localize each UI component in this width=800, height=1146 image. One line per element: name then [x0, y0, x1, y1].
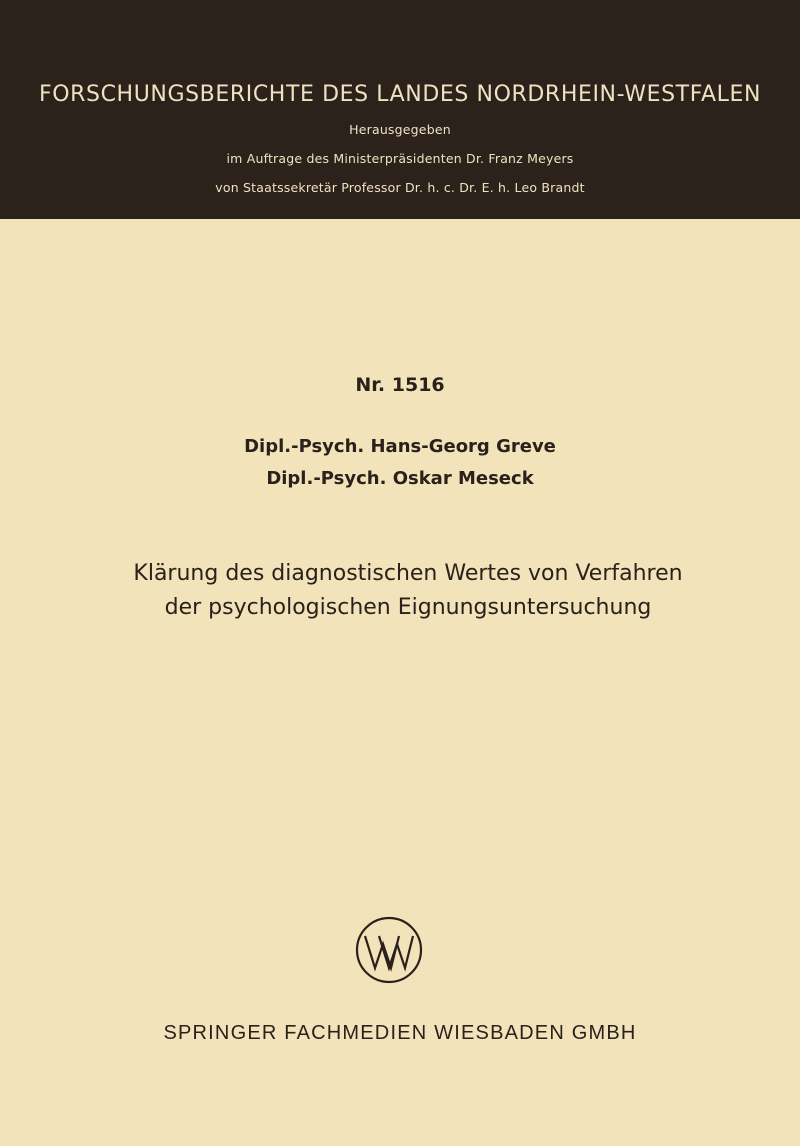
- editor-line-2: im Auftrage des Ministerpräsidenten Dr. Franz Meyers: [226, 151, 574, 166]
- author-2: Dipl.-Psych. Oskar Meseck: [266, 468, 534, 489]
- publisher-name: SPRINGER FACHMEDIEN WIESBADEN GMBH: [163, 1022, 637, 1044]
- editor-line-1: Herausgegeben: [349, 122, 451, 137]
- header-band: [0, 0, 800, 219]
- book-title-line-2: der psychologischen Eignungsuntersuchung: [164, 595, 652, 620]
- book-title-line-1: Klärung des diagnostischen Wertes von Verfahren: [133, 561, 683, 586]
- report-number: Nr. 1516: [355, 374, 445, 396]
- author-1: Dipl.-Psych. Hans-Georg Greve: [244, 436, 556, 457]
- series-title: FORSCHUNGSBERICHTE DES LANDES NORDRHEIN-WESTFALEN: [38, 82, 762, 107]
- publisher-logo-icon: [353, 914, 425, 986]
- editor-line-3: von Staatssekretär Professor Dr. h. c. Dr. E. h. Leo Brandt: [215, 180, 585, 195]
